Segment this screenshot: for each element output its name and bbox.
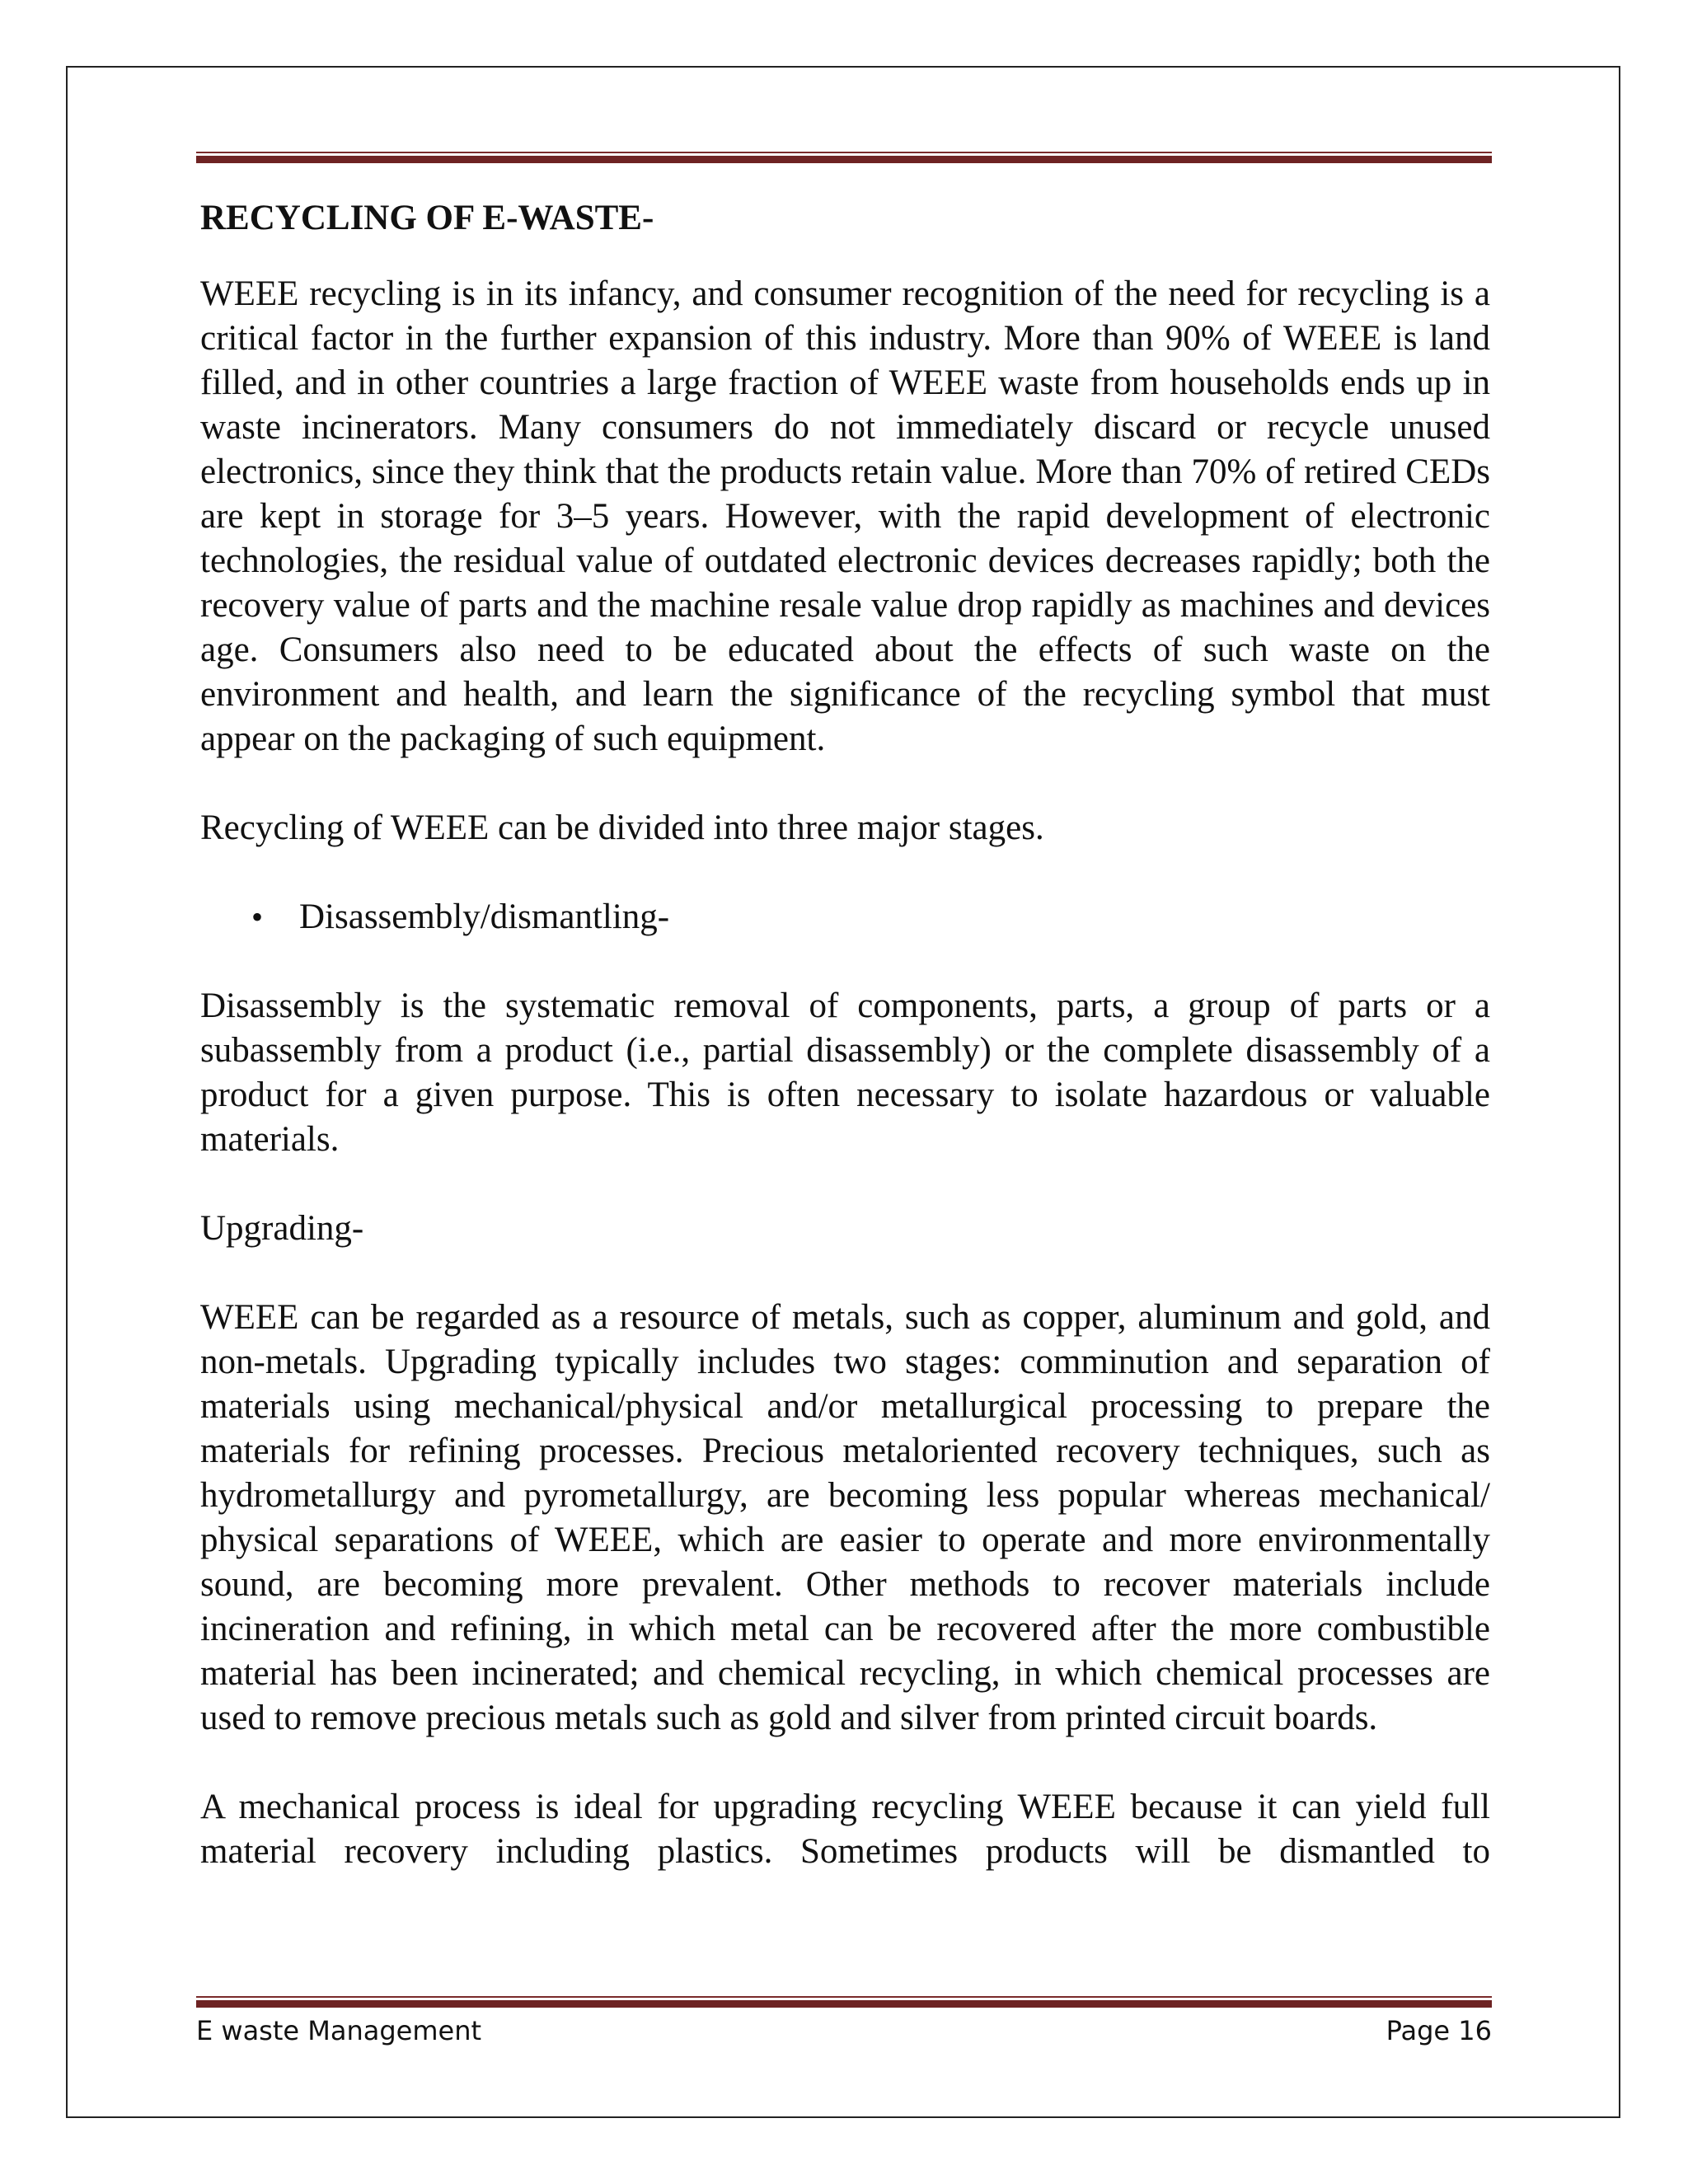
intro-paragraph: WEEE recycling is in its infancy, and consumer recognition of the need for recycling is a critical factor in the further expansion of this industry. More than 90% of WEEE is land filled, and in other countries a large fraction of WEEE waste from households ends up in waste incinerators. Many consumers do not immediately discard or recycle unused electronics, since they think that the products retain value. More than 70% of retired CEDs are kept in storage for 3–5 years. However, with the rapid development of electronic technologies, the residual value of outdated electronic devices decreases rapidly; both the recovery value of parts and the machine resale value drop rapidly as machines and devices age. Consumers also need to be educated about the effects of such waste on the environment and health, and learn the significance of the recycling symbol that must appear on the packaging of such equipment. [200,274,1490,758]
footer-title: E waste Management [196,2015,482,2046]
list-item [251,895,1490,940]
page-content [200,196,1490,1919]
bullet-icon: • [251,898,264,935]
upgrading-paragraph: WEEE can be regarded as a resource of metals, such as copper, aluminum and gold, and non-metals. Upgrading typically includes two stages: comminution and separation of materials using mechanical/physical and/or metallurgical processing to prepare the materials for refining processes. Precious metaloriented recovery techniques, such as hydrometallurgy and pyrometallurgy, are becoming less popular whereas mechanical/ physical separations of WEEE, which are easier to operate and more environmentally sound, are becoming more prevalent. Other methods to recover materials include incineration and refining, in which metal can be recovered after the more combustible material has been incinerated; and chemical recycling, in which chemical processes are used to remove precious metals such as gold and silver from printed circuit boards. [200,1298,1490,1737]
stages-list [200,895,1490,940]
section-heading: RECYCLING OF E-WASTE- [200,199,654,237]
upgrading-subheading: Upgrading- [200,1209,364,1248]
header-rule [196,152,1492,163]
footer-rule [196,1996,1492,2008]
disassembly-paragraph: Disassembly is the systematic removal of components, parts, a group of parts or a subassembly from a product (i.e., partial disassembly) or the complete disassembly of a product for a given purpose. This is often necessary to isolate hazardous or valuable materials. [200,987,1490,1159]
stages-paragraph: Recycling of WEEE can be divided into three major stages. [200,808,1044,847]
list-item-label: Disassembly/dismantling- [299,898,670,936]
page-number: Page 16 [1386,2015,1492,2046]
mechanical-paragraph: A mechanical process is ideal for upgrading recycling WEEE because it can yield full material recovery including plastics. Sometimes products will be dismantled to [200,1788,1490,1871]
